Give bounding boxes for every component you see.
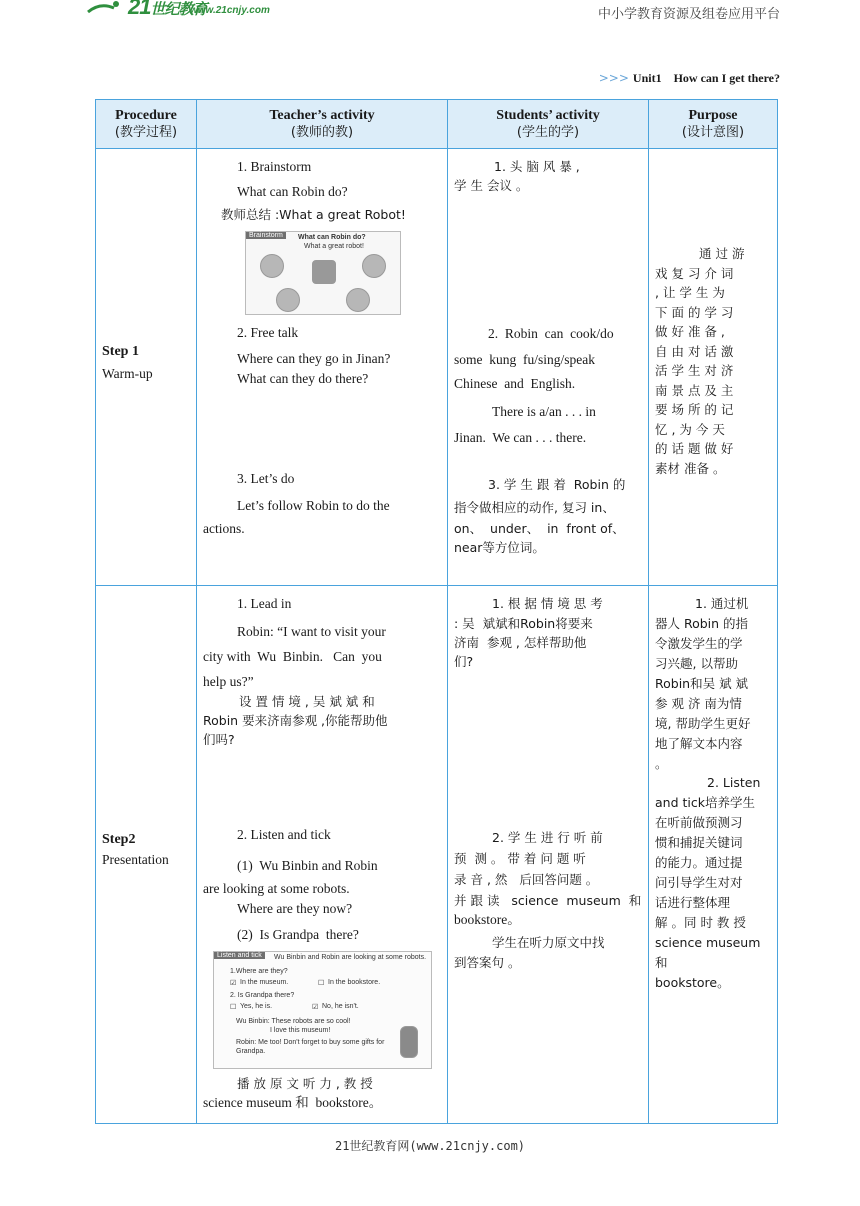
s2-1-line-3: 济南 参观 , 怎样帮助他 xyxy=(454,635,587,650)
s2-1-line-4: 们? xyxy=(454,654,474,669)
img-option-2: In the bookstore. xyxy=(328,979,381,986)
s2-line-1: 2. Robin can cook/do xyxy=(488,326,614,341)
listen-question-1b: are looking at some robots. xyxy=(203,881,350,896)
step1-name: Step 1 xyxy=(102,344,139,359)
img-dialogue-3: Robin: Me too! Don't forget to buy some gifts for xyxy=(236,1039,385,1046)
robot-speaking-icon xyxy=(346,288,370,312)
robot-cooking-icon xyxy=(260,254,284,278)
img-question-2: 2. Is Grandpa there? xyxy=(230,992,295,999)
s3-line-4: near等方位词。 xyxy=(454,540,545,555)
img-option-1: In the museum. xyxy=(240,979,289,986)
play-line-1: 播 放 原 文 听 力 , 教 授 xyxy=(237,1076,373,1091)
img-option-4: No, he isn't. xyxy=(322,1003,359,1010)
listen-tick-image-header: Listen and tick xyxy=(214,952,265,959)
header-teacher-activity: Teacher’s activity (教师的教) xyxy=(197,100,448,149)
listen-tick-image-title: Wu Binbin and Robin are looking at some robots. xyxy=(274,954,427,961)
step1-stage: Warm-up xyxy=(102,366,153,381)
letsdo-line-2: actions. xyxy=(203,521,245,536)
s2-line-3: Chinese and English. xyxy=(454,376,576,391)
step1-purpose xyxy=(649,149,778,586)
header-procedure: Procedure (教学过程) xyxy=(96,100,197,149)
leadin-line-5: Robin 要来济南参观 ,你能帮助他 xyxy=(203,713,388,728)
s2-1-line-2: : 吴 斌斌和Robin将要来 xyxy=(454,616,593,631)
brainstorm-title: 1. Brainstorm xyxy=(237,159,312,174)
brainstorm-image-title: What can Robin do? xyxy=(298,234,366,241)
s2-1-line-1: 1. 根 据 情 境 思 考 xyxy=(492,596,603,611)
letsdo-line-1: Let’s follow Robin to do the xyxy=(237,498,390,513)
table-row-step1 xyxy=(96,149,778,586)
leadin-line-2: city with Wu Binbin. Can you xyxy=(203,649,382,664)
brainstorm-image xyxy=(245,231,401,315)
table-header-row xyxy=(96,100,778,149)
teacher-summary: 教师总结 :What a great Robot! xyxy=(221,207,406,222)
step2-teacher xyxy=(197,586,448,1124)
img-option-3: Yes, he is. xyxy=(240,1003,273,1010)
logo-url: www.21cnjy.com xyxy=(190,5,270,16)
table-row-step2 xyxy=(96,586,778,1124)
s2-line-5: Jinan. We can . . . there. xyxy=(454,430,587,445)
s2-2-line-6: 学生在听力原文中找 xyxy=(492,935,605,950)
unit-title: Unit1 How can I get there? xyxy=(632,71,780,85)
robot-singing-icon xyxy=(362,254,386,278)
brainstorm-question: What can Robin do? xyxy=(237,184,348,199)
listen-question-2: (2) Is Grandpa there? xyxy=(237,927,359,942)
site-logo xyxy=(86,0,270,19)
logo-brand: 21世纪教育 xyxy=(128,0,207,19)
listen-title: 2. Listen and tick xyxy=(237,827,331,842)
img-checkbox-1-icon: ☑ xyxy=(230,980,237,987)
freetalk-title: 2. Free talk xyxy=(237,325,299,340)
freetalk-question-2: What can they do there? xyxy=(237,371,369,386)
page-footer: 21世纪教育网(www.21cnjy.com) xyxy=(334,1139,526,1153)
step2-name: Step2 xyxy=(102,832,136,847)
img-question-1: 1.Where are they? xyxy=(230,968,288,975)
s2-2-line-7: 到答案句 。 xyxy=(454,955,521,970)
leadin-line-3: help us?” xyxy=(203,674,254,689)
listen-question-1a: (1) Wu Binbin and Robin xyxy=(237,858,378,873)
play-line-2: science museum 和 bookstore。 xyxy=(203,1095,383,1110)
s2-2-line-2: 预 测 。 带 着 问 题 听 xyxy=(454,851,586,866)
leadin-line-4: 设 置 情 境 , 吴 斌 斌 和 xyxy=(239,694,375,709)
header-purpose: Purpose (设计意图) xyxy=(649,100,778,149)
s2-2-line-3: 录 音 , 然 后回答问题 。 xyxy=(454,872,599,887)
header-students-activity: Students’ activity (学生的学) xyxy=(448,100,649,149)
lesson-plan-table xyxy=(95,99,778,1124)
s3-line-1: 3. 学 生 跟 着 Robin 的 xyxy=(488,477,626,492)
step1-purpose-text: 通 过 游 戏 复 习 介 词 , 让 学 生 为 下 面 的 学 习 做 好 准 备 , 自 由 对 话 激 活 学 生 对 济 南 景 点 及 主 要 场 所 的 记 忆 , 为 今 天 的 话 题 做 好 素材 准备 。 xyxy=(655,246,745,476)
brainstorm-image-header: Brainstorm xyxy=(246,232,286,239)
leadin-line-1: Robin: “I want to visit your xyxy=(237,624,386,639)
step1-teacher xyxy=(197,149,448,586)
s2-line-2: some kung fu/sing/speak xyxy=(454,352,595,367)
runner-logo-icon xyxy=(86,0,126,14)
img-dialogue-4: Grandpa. xyxy=(236,1048,266,1055)
s2-2-line-5: bookstore。 xyxy=(454,912,521,927)
leadin-title: 1. Lead in xyxy=(237,596,292,611)
step2-purpose-text-2: 2. Listen and tick培养学生 在听前做预测习 惯和捕捉关键词 的能力。通过提 问引导学生对对 话进行整体理 解 。同 时 教 授 science museum 和 bookstore。 xyxy=(655,775,761,990)
img-checkbox-3-icon: ☐ xyxy=(230,1004,237,1011)
robot-icon xyxy=(312,260,336,284)
s1-line-2: 学 生 会议 。 xyxy=(454,178,529,193)
s2-2-line-1: 2. 学 生 进 行 听 前 xyxy=(492,830,603,845)
step2-students xyxy=(448,586,649,1124)
step1-students xyxy=(448,149,649,586)
robot-kungfu-icon xyxy=(276,288,300,312)
step2-procedure xyxy=(96,586,197,1124)
img-dialogue-2: I love this museum! xyxy=(270,1027,331,1034)
s2-line-4: There is a/an . . . in xyxy=(492,404,596,419)
step1-procedure xyxy=(96,149,197,586)
listen-tick-image xyxy=(213,951,432,1069)
unit-title-line xyxy=(599,71,780,86)
step2-purpose-text-1: 1. 通过机 器人 Robin 的指 令激发学生的学 习兴趣, 以帮助 Robin和吴 斌 斌 参 观 济 南为情 境, 帮助学生更好 地了解文本内容 。 xyxy=(655,596,751,771)
s1-line-1: 1. 头 脑 风 暴 , xyxy=(494,159,580,174)
step2-stage: Presentation xyxy=(102,852,169,867)
step2-purpose xyxy=(649,586,778,1124)
s3-line-2: 指令做相应的动作, 复习 in、 xyxy=(454,500,615,515)
s2-2-line-4: 并 跟 读 science museum 和 xyxy=(454,893,642,908)
freetalk-question-1: Where can they go in Jinan? xyxy=(237,351,391,366)
grandpa-figure-icon xyxy=(400,1026,418,1058)
img-dialogue-1: Wu Binbin: These robots are so cool! xyxy=(236,1018,351,1025)
platform-name: 中小学教育资源及组卷应用平台 xyxy=(597,7,780,22)
letsdo-title: 3. Let’s do xyxy=(237,471,295,486)
listen-question-1c: Where are they now? xyxy=(237,901,353,916)
img-checkbox-4-icon: ☑ xyxy=(312,1004,319,1011)
img-checkbox-2-icon: ☐ xyxy=(318,980,325,987)
brainstorm-image-subtitle: What a great robot! xyxy=(304,243,364,250)
s3-line-3: on、 under、 in front of、 xyxy=(454,521,625,536)
leadin-line-6: 们吗? xyxy=(203,732,235,747)
arrows-icon: >>> xyxy=(598,71,629,85)
